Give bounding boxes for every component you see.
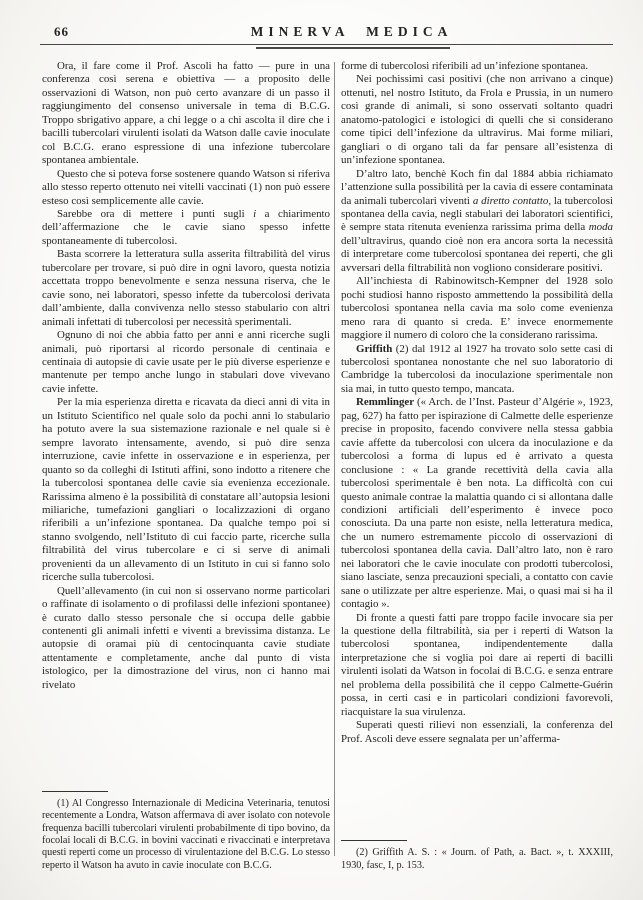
right-column <box>341 60 613 872</box>
title-underline <box>256 47 450 49</box>
paragraph: Ora, il fare come il Prof. Ascoli ha fatto — pure in una conferenza così serena e obiettiva — a proposito delle osservazioni di Watson, non può certo avanzare di un passo il raggiungimento del consenso universale in tema di B.C.G. Troppo sbrigativo appare, a chi legge o a chi ascolta il dire che i bacilli tubercolari virulenti isolati da Watson dalle cavie inoculate col B.C.G. erano espressione di una infezione tubercolare spontanea ambientale. <box>42 60 330 167</box>
paragraph: Nei pochissimi casi positivi (che non arrivano a cinque) ottenuti, nel nostro Istituto, da Frola e Prussia, in un numero così grande di animali, si sono osservati soltanto quadri anatomo-patologici e istologici di quelli che si considerano come tipici dell’infezione da ultravirus. Mai forme miliari, gangliari o di organo tali da far pensare all’esistenza di un’infezione spontanea. <box>341 73 613 167</box>
journal-title: MINERVA MEDICA <box>250 24 453 39</box>
paragraph: Questo che si poteva forse sostenere quando Watson si riferiva allo stesso reperto ottenuto nei vitelli vaccinati (1) non può essere esteso così semplicemente alle cavie. <box>42 167 330 207</box>
paragraph: D’altro lato, benchè Koch fin dal 1884 abbia richiamato l’attenzione sulla possibilità per la cavia di essere contaminata da animali tubercolari viventi a diretto contatto, la tubercolosi spontanea della cavia, negli stabulari dei laboratori scientifici, è sempre stata ritenuta evenienza rarissima prima della moda dell’ultravirus, quando cioè non era ancora sorta la necessità di interpretare come tubercolosi spontanea dei reperti, che gli avversari della filtrabilità non vogliono considerare positivi. <box>341 167 613 274</box>
paragraph: Superati questi rilievi non essenziali, la conferenza del Prof. Ascoli deve essere segnalata per un’afferma- <box>341 719 613 745</box>
paragraph: Sarebbe ora di mettere i punti sugli i a chiarimento dell’affermazione che le cavie siano spesso infette spontaneamente di tubercolosi. <box>42 207 330 247</box>
paragraph: forme di tubercolosi riferibili ad un’infezione spontanea. <box>341 60 589 72</box>
footnote-text: (1) Al Congresso Internazionale di Medicina Veterinaria, tenutosi recentemente a Londra, Watson affermava di aver isolato con notevole frequenza bacilli tubercolari virulenti probabilmente di tipo bovino, da focolai locali di B.C.G. in bovini vaccinati e rivaccinati e interpretava questi reperti come un processo di virulentazione del B.C.G. Lo stesso reperto il Watson ha avuto in cavie inoculate con B.C.G. <box>42 797 330 871</box>
paragraph: Di fronte a questi fatti pare troppo facile invocare sia per la questione della filtrabilità, sia per i reperti di Watson la tubercolosi spontanea, indipendentemente dalla interpretazione che si voglia poi dare ai reperti di bacilli virulenti isolati da Watson in focolai di B.C.G. e senza entrare nel problema della possibilità che il ceppo Calmette-Guérin possa, in certi casi e in particolari condizioni favorevoli, riacquistare la sua virulenza. <box>341 611 613 718</box>
left-column <box>42 60 330 872</box>
left-footnote <box>42 787 330 872</box>
paragraph: Remmlinger (« Arch. de l’Inst. Pasteur d’Algérie », 1923, pag, 627) ha fatto per ispirazione di Calmette delle esperienze precise in proposito, facendo convivere nella stessa gabbia cavie affette da tubercolosi con ulcera da inoculazione e da tubercolosi a forma di lupus ed è arrivato a questa conclusione : « La grande recettività della cavia alla tubercolosi sperimentale è ben nota. La difficoltà con cui questo animale contrae la malattia quando ci si allontana dalle condizioni artificiali dell’esperimento è invece poco conosciuta. Da una parte non esiste, nella letteratura medica, che un numero estremamente piccolo di osservazioni di tubercolosi spontanea della cavia. Dall’altro lato, non è raro nei laboratori che le cavie inoculate con prodotti tubercolosi, siano lasciate, senza precauzioni speciali, a contatto con cavie sane o utilizzate per altre esperienze. Mai, o quasi mai si ha il contagio ». <box>341 396 613 611</box>
right-footnote <box>341 836 613 872</box>
text-columns <box>42 60 613 872</box>
paragraph: Griffith (2) dal 1912 al 1927 ha trovato solo sette casi di tubercolosi spontanea nonostante che nel suo laboratorio di Cambridge la tubercolosi da inoculazione sperimentale non sia mai, in tutto questo tempo, mancata. <box>341 342 613 395</box>
paragraph: Per la mia esperienza diretta e ricavata da dieci anni di vita in un Istituto Scientifico nel quale solo da pochi anni lo stabulario ha potuto avere la sua sistemazione razionale e nel quale si è sempre lavorato intensamente, avendo, si può dire senza interruzione, cavie infette in osservazione e in esperienza, per quanto so da colleghi di Istituti affini, sono indotto a ritenere che la tubercolosi spontanea delle cavie sia evenienza eccezionale. Rarissima almeno è la possibilità di constatare all’autopsia lesioni miliariche, tumefazioni gangliari o localizzazioni di organo riferibili a un’infezione spontanea. Da qualche tempo poi si stanno svolgendo, nell’Istituto di cui faccio parte, ricerche sulla filtrabilità del virus tubercolare e ci si serve di animali provenienti da un allevamento di un Istituto in cui si fanno solo ricerche sulla tubercolosi. <box>42 396 330 584</box>
footnote-rule <box>42 791 108 792</box>
paragraph: Basta scorrere la letteratura sulla asserita filtrabilità del virus tubercolare per trovare, si può dire in ogni lavoro, questa notizia accettata troppo benevolmente e senza nessuna riserva, che le cavie sono, nei laboratori, spesso infette da tubercolosi derivata dall’ambiente, dalla convivenza nello stesso stabulario con altri animali infettati di tubercolosi per necessità sperimentali. <box>42 248 330 328</box>
header-rule <box>40 44 613 45</box>
footnote-text: (2) Griffith A. S. : « Journ. of Path, a. Bact. », t. XXXIII, 1930, fasc, I, p. 153. <box>341 847 613 871</box>
paragraph: Ognuno di noi che abbia fatto per anni e anni ricerche sugli animali, può riportarsi al ricordo personale di centinaia e centinaia di autopsie di cavie usate per le più diverse esperienze e mantenute per tempo anche lungo in stabulari dove vivevano cavie infette. <box>42 329 330 395</box>
paragraph: Quell’allevamento (in cui non si osservano norme particolari o raffinate di isolamento o di profilassi delle infezioni spontanee) è curato dallo stesso personale che si occupa delle gabbie contenenti gli animali infetti e viventi a brevissima distanza. Le autopsie di oramai più di centocinquanta cavie studiate attentamente e completamente, anche dal punto di vista istologico, per la dimostrazione del virus, non ci hanno mai rivelato <box>42 584 330 691</box>
footnote-rule <box>341 840 407 841</box>
paragraph: All’inchiesta di Rabinowitsch-Kempner del 1928 solo pochi studiosi hanno risposto ammettendo la possibilità della tubercolosi spontanea nella cavia ma solo come evenienza meno rara di quanto si creda. E’ invece enormemente maggiore il numero di coloro che la considerano rarissima. <box>341 275 613 342</box>
page-number: 66 <box>54 24 69 39</box>
